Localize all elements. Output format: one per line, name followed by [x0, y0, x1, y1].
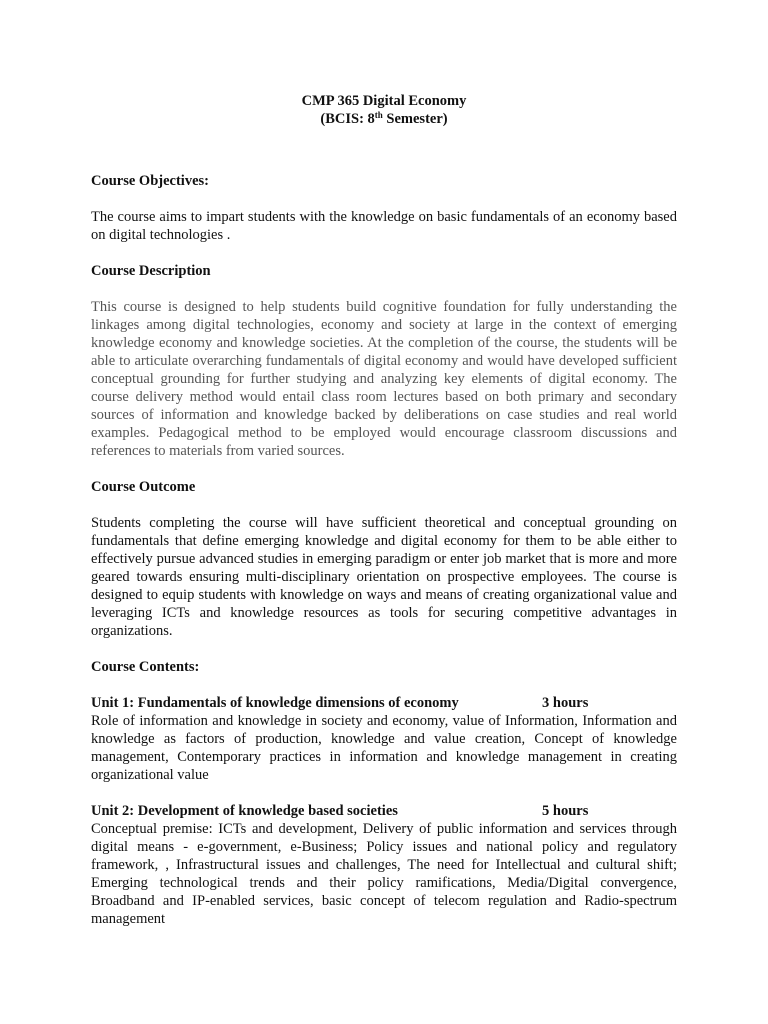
outcome-heading: Course Outcome [91, 479, 196, 495]
description-text: This course is designed to help students build cognitive foundation for fully understanding the linkages among digital technologies, economy and society at large in the context of emerging knowledge economy and knowledge societies. At the completion of the course, the students will be able to articulate overarching fundamentals of digital economy and would have developed sufficient conceptual grounding for further studying and analyzing key elements of digital economy. The course delivery method would entail class room lectures based on both primary and secondary sources of information and knowledge backed by deliberations on case studies and real world examples. Pedagogical method to be employed would encourage classroom discussions and references to materials from varied sources. [91, 299, 677, 459]
course-title: CMP 365 Digital Economy [301, 93, 467, 109]
unit-heading [91, 694, 677, 712]
unit-hours: 5 hours [542, 803, 589, 819]
unit-1 [91, 694, 677, 784]
course-subtitle: (BCIS: 8th Semester) [320, 110, 448, 127]
unit-title: Unit 1: Fundamentals of knowledge dimensions of economy [91, 695, 459, 711]
outcome-text: Students completing the course will have sufficient theoretical and conceptual grounding on fundamentals that define emerging knowledge and digital economy for them to be able either to effectively pursue advanced studies in emerging paradigm or enter job market that is more and more geared towards ensuring multi-disciplinary orientation on prospective employees. The course is designed to equip students with knowledge on ways and means of creating organizational value and leveraging ICTs and knowledge resources as tools for securing competitive advantages in organizations. [91, 515, 677, 639]
document-title [91, 92, 677, 128]
description-heading: Course Description [91, 263, 211, 279]
unit-text: Role of information and knowledge in society and economy, value of Information, Information and knowledge as factors of production, knowledge and value creation, Concept of knowledge management, Contemporary practices in information and knowledge management in creating organizational value [91, 713, 677, 783]
document-page [91, 92, 677, 928]
objectives-text: The course aims to impart students with the knowledge on basic fundamentals of an economy based on digital technologies . [91, 209, 677, 243]
unit-2 [91, 802, 677, 928]
unit-heading [91, 802, 677, 820]
unit-text: Conceptual premise: ICTs and development, Delivery of public information and services through digital means - e-government, e-Business; Policy issues and national policy and regulatory framework, , Infrastructural issues and challenges, The need for Intellectual and cultural shift; Emerging technological trends and their policy ramifications, Media/Digital convergence, Broadband and IP-enabled services, basic concept of telecom regulation and Radio-spectrum management [91, 821, 677, 927]
contents-heading: Course Contents: [91, 659, 200, 675]
unit-hours: 3 hours [542, 695, 589, 711]
objectives-heading: Course Objectives: [91, 173, 209, 189]
unit-title: Unit 2: Development of knowledge based societies [91, 803, 398, 819]
